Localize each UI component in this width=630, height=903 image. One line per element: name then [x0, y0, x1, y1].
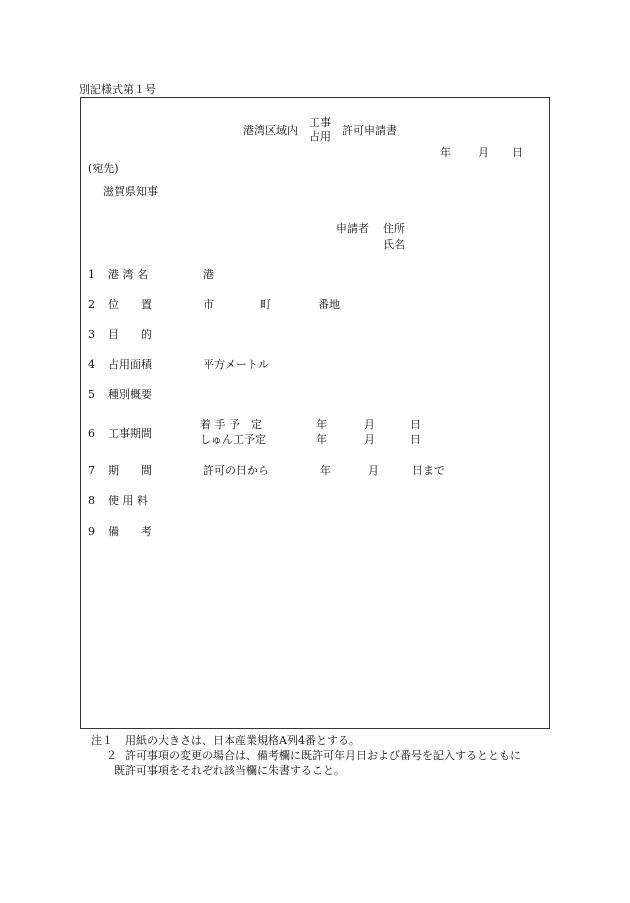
- title-stack-top: 工事: [309, 116, 331, 129]
- item-6-end-year: 年: [316, 433, 327, 446]
- item-2-no: 2: [88, 298, 95, 311]
- form-label: 別記様式第１号: [79, 83, 156, 96]
- item-2-lot: 番地: [318, 298, 340, 311]
- item-3-no: 3: [88, 328, 95, 341]
- item-7-year: 年: [320, 464, 331, 477]
- item-4-label: 占用面積: [108, 358, 152, 371]
- date-day: 日: [512, 146, 523, 159]
- addressee-name: 滋賀県知事: [103, 185, 158, 198]
- item-7-from: 許可の日から: [203, 464, 269, 477]
- applicant-name: 氏名: [383, 238, 405, 251]
- item-7-until: 日まで: [412, 464, 445, 477]
- applicant-address: 住所: [383, 222, 405, 235]
- date-month: 月: [478, 146, 489, 159]
- item-9-label: 備 考: [108, 525, 152, 538]
- title-prefix: 港湾区域内: [243, 124, 298, 137]
- item-6-end-day: 日: [410, 433, 421, 446]
- item-9-no: 9: [88, 525, 95, 538]
- item-4-no: 4: [88, 358, 95, 371]
- item-5-label: 種別概要: [108, 388, 152, 401]
- item-6-start-year: 年: [316, 418, 327, 431]
- item-1-no: 1: [88, 268, 95, 281]
- addressee-prefix: (宛先): [88, 162, 119, 175]
- note-1: 用紙の大きさは、日本産業規格A列4番とする。: [125, 734, 360, 747]
- item-6-start-label: 着 手 予 定: [200, 418, 262, 431]
- item-6-end-label: しゅん工予定: [200, 433, 266, 446]
- item-4-value: 平方メートル: [203, 358, 269, 371]
- note-2-no: ２: [106, 749, 117, 762]
- note-2-line-1: 許可事項の変更の場合は、備考欄に既許可年月日および番号を記入するとともに: [125, 749, 521, 762]
- applicant-label: 申請者: [336, 222, 369, 235]
- item-7-no: 7: [88, 464, 95, 477]
- item-3-label: 目 的: [108, 328, 152, 341]
- note-2-line-2: 既許可事項をそれぞれ該当欄に朱書すること。: [114, 764, 345, 777]
- item-2-town: 町: [260, 298, 271, 311]
- item-2-label: 位 置: [108, 298, 152, 311]
- item-8-label: 使 用 料: [108, 494, 148, 507]
- item-6-label: 工事期間: [108, 427, 152, 440]
- item-7-label: 期 間: [108, 464, 152, 477]
- item-1-label: 港 湾 名: [108, 268, 148, 281]
- title-stack-bottom: 占用: [309, 130, 331, 143]
- notes-prefix: 注１: [91, 734, 113, 747]
- title-suffix: 許可申請書: [342, 124, 397, 137]
- date-year: 年: [440, 146, 451, 159]
- item-8-no: 8: [88, 494, 95, 507]
- item-5-no: 5: [88, 388, 95, 401]
- item-6-no: 6: [88, 427, 95, 440]
- item-6-start-day: 日: [410, 418, 421, 431]
- item-2-city: 市: [203, 298, 214, 311]
- item-6-start-month: 月: [364, 418, 375, 431]
- item-7-month: 月: [368, 464, 379, 477]
- item-6-end-month: 月: [364, 433, 375, 446]
- item-1-value: 港: [203, 268, 214, 281]
